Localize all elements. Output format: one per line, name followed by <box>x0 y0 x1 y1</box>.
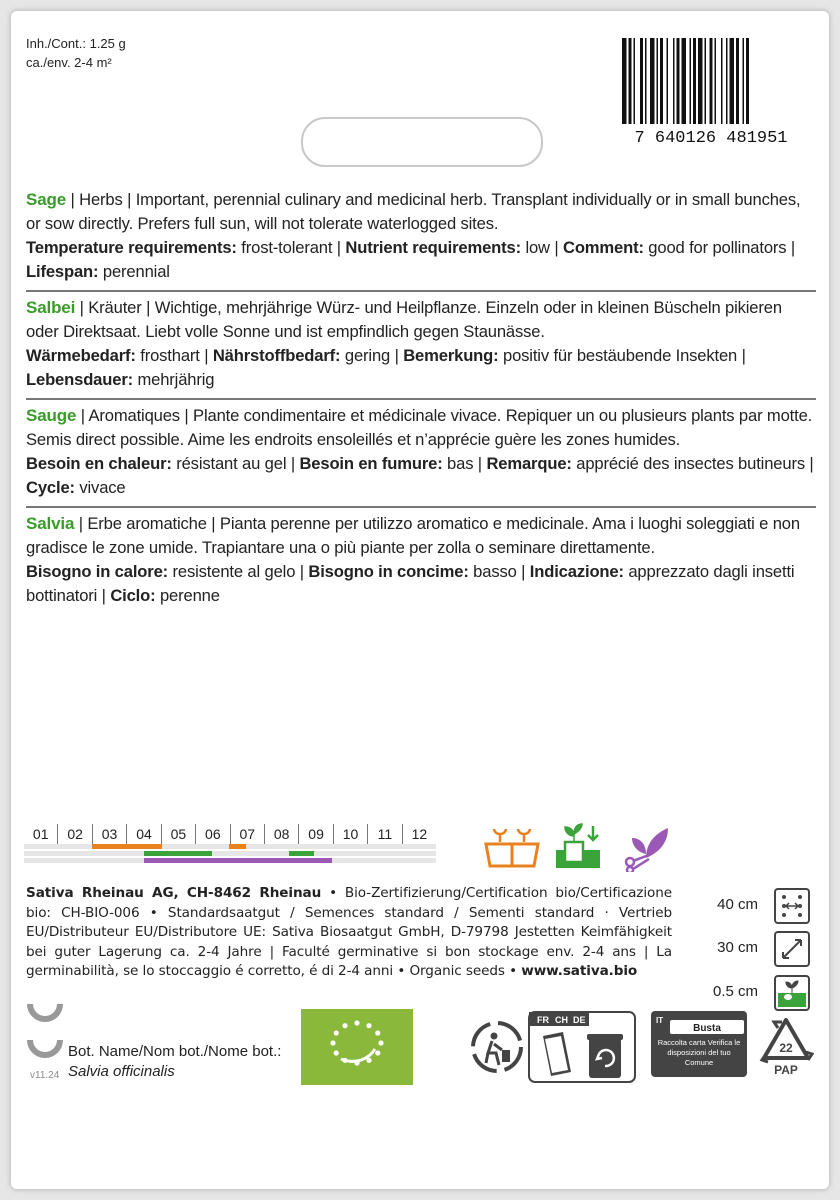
prop-value: résistant au gel | <box>171 454 300 473</box>
section-french <box>26 400 816 508</box>
plant-spacing-value: 30 cm <box>717 939 758 956</box>
botanical-label: Bot. Name/Nom bot./Nome bot.: <box>68 1043 282 1060</box>
prop-value: frost-tolerant | <box>236 238 346 257</box>
month-label: 09 <box>298 824 332 844</box>
prop-key: Besoin en fumure: <box>299 454 443 473</box>
botanical-name: Salvia officinalis <box>68 1063 175 1080</box>
barcode-digits: 7 640126 481951 <box>634 129 788 148</box>
calendar-track-harvest <box>24 858 436 863</box>
prop-key: Comment: <box>562 238 644 257</box>
sowing-depth <box>670 975 810 1011</box>
prop-value: good for pollinators | <box>643 238 796 257</box>
prop-key: Temperature requirements: <box>26 238 237 257</box>
intro-it: | Erbe aromatiche | Pianta perenne per utilizzo aromatico e medicinale. Ama i luoghi soleggiati e non gradisce le zone umide. Trapiantare una o più piante per zolla o seminare direttamente. <box>26 514 800 557</box>
it-label: IT <box>656 1016 664 1025</box>
busta-paper-collection-label <box>650 1010 748 1083</box>
country-ch: CH <box>555 1015 568 1025</box>
prop-value: gering | <box>340 346 404 365</box>
eyelet-mark-bottom <box>26 1036 64 1067</box>
prop-value: basso | <box>468 562 530 581</box>
intro-de: | Kräuter | Wichtige, mehrjährige Würz- und Heilpflanze. Einzeln oder in kleinen Büscheln pikieren oder Direktsaat. Liebt volle Sonne und ist empfindlich gegen Staunässe. <box>26 298 782 341</box>
prop-value: low | <box>520 238 563 257</box>
calendar-track-plant-out <box>24 851 436 856</box>
month-label: 10 <box>333 824 367 844</box>
website-link[interactable]: www.sativa.bio <box>521 963 638 979</box>
calendar-months <box>24 824 436 844</box>
prop-value: resistente al gelo | <box>168 562 309 581</box>
prop-key: Indicazione: <box>529 562 624 581</box>
hang-hole-slot <box>301 117 543 167</box>
prop-value: mehrjährig <box>133 370 215 389</box>
intro-en: | Herbs | Important, perennial culinary and medicinal herb. Transplant individually or in small bunches, or sow directly. Prefers full sun, will not tolerate waterlogged sites. <box>26 190 801 233</box>
pap-number: 22 <box>779 1041 793 1055</box>
prop-key: Lebensdauer: <box>26 370 134 389</box>
prop-key: Cycle: <box>26 478 75 497</box>
sow-indoor-bar <box>229 844 246 849</box>
version-label: v11.24 <box>30 1070 60 1081</box>
row-spacing <box>670 888 810 924</box>
calendar-track-sow-indoor <box>24 844 436 849</box>
section-german <box>26 292 816 400</box>
botanical-name-block <box>68 1042 281 1082</box>
prop-value: positiv für bestäubende Insekten | <box>498 346 746 365</box>
pap-22-recycling-icon <box>758 1016 814 1083</box>
prop-key: Ciclo: <box>110 586 156 605</box>
coverage-area: ca./env. 2-4 m² <box>26 55 112 70</box>
harvest-icon <box>622 822 682 872</box>
prop-key: Remarque: <box>486 454 572 473</box>
month-label: 02 <box>57 824 91 844</box>
row-spacing-icon <box>774 888 810 924</box>
prop-value: perenne <box>155 586 220 605</box>
barcode <box>600 38 822 148</box>
plant-name-fr: Sauge <box>26 406 77 425</box>
prop-value: apprécié des insectes butineurs | <box>571 454 814 473</box>
busta-title: Busta <box>693 1023 721 1034</box>
section-italian <box>26 508 816 614</box>
plant-name-en: Sage <box>26 190 67 209</box>
plant-spacing-icon <box>774 931 810 967</box>
prop-key: Besoin en chaleur: <box>26 454 172 473</box>
country-fr: FR <box>537 1015 549 1025</box>
row-spacing-value: 40 cm <box>717 896 758 913</box>
month-label: 12 <box>402 824 436 844</box>
prop-key: Nährstoffbedarf: <box>212 346 341 365</box>
company-name: Sativa Rheinau AG, CH-8462 Rheinau <box>26 885 322 901</box>
legal-footer <box>26 884 672 982</box>
prop-key: Wärmebedarf: <box>26 346 136 365</box>
busta-text: Raccolta carta Verifica le disposizioni del tuo Comune <box>657 1038 741 1067</box>
plant-name-de: Salbei <box>26 298 76 317</box>
month-label: 04 <box>126 824 160 844</box>
prop-value: vivace <box>74 478 126 497</box>
section-english <box>26 184 816 292</box>
sow-indoor-bar <box>92 844 162 849</box>
certification-text: • Bio-Zertifizierung/Certification bio/Certificazione bio: CH-BIO-006 • Standardsaatgut / Semences standard / Sementi standard · Vertrieb EU/Distributeur EU/Distributore UE: Sativa Biosaatgut GmbH, D-79798 Jestetten Keimfähigkeit bei guter Lagerung ca. 2-4 Jahre | Faculté germinative si bon stockage env. 2-4 ans | La germinabilità, se lo stoccaggio é corretto, é di 2-4 anni • Organic seeds • <box>26 885 673 979</box>
content-weight: Inh./Cont.: 1.25 g <box>26 36 126 51</box>
sow-in-trays-icon <box>482 822 542 872</box>
month-label: 01 <box>32 826 49 842</box>
eyelet-mark-top <box>26 1000 64 1031</box>
plant-spacing <box>670 931 810 967</box>
month-label: 08 <box>264 824 298 844</box>
prop-key: Bisogno in calore: <box>26 562 169 581</box>
tidyman-recycle-icon <box>470 1020 524 1079</box>
sorting-info-fr-ch-de <box>527 1010 639 1091</box>
prop-value: bas | <box>442 454 487 473</box>
sowing-calendar <box>24 824 436 870</box>
pap-label: PAP <box>774 1063 798 1077</box>
intro-fr: | Aromatiques | Plante condimentaire et médicinale vivace. Repiquer un ou plusieurs plants par motte. Semis direct possible. Aime les endroits ensoleillés et n’apprécie guère les zones humides. <box>26 406 813 449</box>
month-label: 05 <box>161 824 195 844</box>
prop-value: apprezzato dagli insetti bottinatori | <box>26 562 795 605</box>
description-sections <box>26 184 816 614</box>
prop-value: perennial <box>98 262 170 281</box>
plant-out-bar <box>289 851 314 856</box>
month-label: 11 <box>367 824 401 844</box>
plant-out-icon <box>553 822 613 872</box>
prop-key: Lifespan: <box>26 262 99 281</box>
sowing-depth-value: 0.5 cm <box>712 983 758 1000</box>
prop-key: Nutrient requirements: <box>345 238 521 257</box>
prop-key: Bemerkung: <box>403 346 499 365</box>
harvest-bar <box>144 858 332 863</box>
month-label: 07 <box>230 824 264 844</box>
sowing-depth-icon <box>774 975 810 1011</box>
eu-organic-logo <box>301 1009 413 1085</box>
plant-out-bar <box>144 851 212 856</box>
prop-key: Bisogno in concime: <box>308 562 469 581</box>
month-label: 03 <box>92 824 126 844</box>
prop-value: frosthart | <box>135 346 213 365</box>
month-label: 06 <box>195 824 229 844</box>
country-de: DE <box>573 1015 586 1025</box>
packet-contents-info <box>26 34 126 72</box>
plant-name-it: Salvia <box>26 514 75 533</box>
